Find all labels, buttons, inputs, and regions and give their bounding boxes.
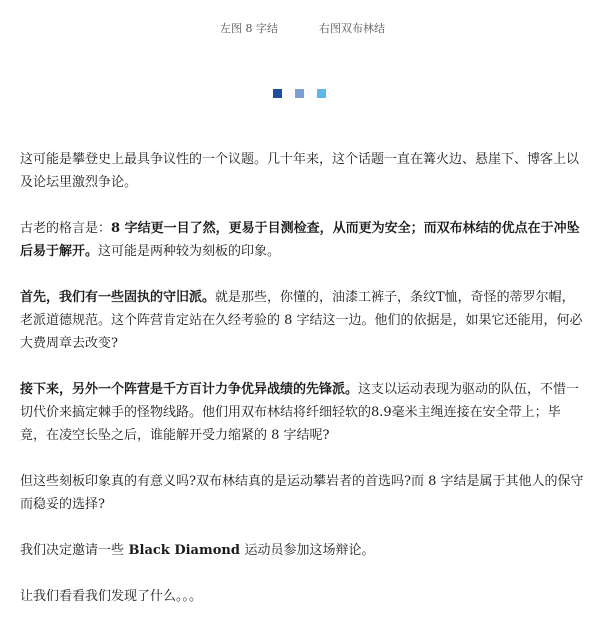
caption-left-figure-8: 左图 8 字结 [220,22,278,35]
closing-text: 让我们看看我们发现了什么。。。 [20,589,203,604]
paragraph-old-saying [20,217,585,263]
paragraph-vanguard [20,378,585,447]
old-saying-bold: 8 字结更一目了然，更易于目测检查，从而更为安全；而双布林结的优点在于冲坠后易于解开。 [20,221,580,259]
image-captions [0,20,600,36]
paragraph-closing [20,585,585,608]
divider-square-light [317,89,326,98]
caption-right-double-bowline: 右图双布林结 [319,22,385,35]
questions-text: 但这些刻板印象真的有意义吗?双布林结真的是运动攀岩者的首选吗?而 8 字结是属于其他人的保守而稳妥的选择? [20,474,584,512]
old-saying-rest: 这可能是两种较为刻板的印象。 [98,244,281,259]
divider-square-medium [295,89,304,98]
vanguard-bold: 接下来，另外一个阵营是千方百计力争优异战绩的先锋派。 [20,382,359,397]
invitation-rest: 运动员参加这场辩论。 [244,543,375,558]
paragraph-intro-text: 这可能是攀登史上最具争议性的一个议题。几十年来，这个话题一直在篝火边、悬崖下、博客上以及论坛里激烈争论。 [20,152,580,190]
paragraph-traditionalists [20,286,585,355]
paragraph-questions [20,470,585,516]
vanguard-rest: 这支以运动表现为驱动的队伍，不惜一切代价来搞定棘手的怪物线路。他们用双布林结将纤细轻软的8.9毫米主绳连接在安全带上；毕竟，在凌空长坠之后，谁能解开受力缩紧的 8 字结呢? [20,382,580,443]
section-divider [273,89,333,98]
traditionalists-bold: 首先，我们有一些固执的守旧派。 [20,290,216,305]
traditionalists-rest: 就是那些，你懂的，油漆工裤子，条纹T恤，奇怪的蒂罗尔帽，老派道德规范。这个阵营肯定站在久经考验的 8 字结这一边。他们的依据是，如果它还能用，何必大费周章去改变? [20,290,583,351]
invitation-intro: 我们决定邀请一些 [20,543,125,558]
paragraph-invitation [20,539,585,562]
paragraph-intro [20,148,585,194]
article-body [20,148,585,631]
divider-square-dark [273,89,282,98]
brand-name-bold: Black Diamond [124,543,245,558]
old-saying-intro: 古老的格言是： [20,221,112,236]
